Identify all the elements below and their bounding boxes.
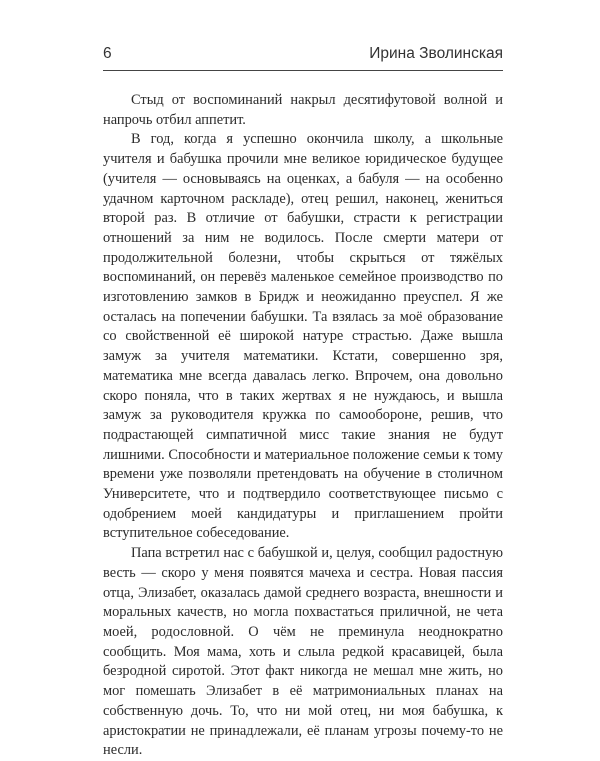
page-number: 6 (103, 45, 112, 62)
header-rule (103, 70, 503, 71)
paragraph: Стыд от воспоминаний накрыл десятифутовой волной и напрочь отбил аппетит. (103, 92, 503, 128)
paragraph: Папа встретил нас с бабушкой и, целуя, сообщил радостную весть — скоро у меня появятся мачеха и сестра. Новая пассия отца, Элизабет, оказалась дамой среднего возраста, внешности и моральных качеств, но могла похвастаться приличной, не чета моей, родословной. О чём не преминула неоднократно сообщить. Моя мама, хоть и слыла редкой красавицей, была безродной сиротой. Этот факт никогда не мешал мне жить, но мог помешать Элизабет в её матримониальных планах на собственную дочь. То, что ни мой отец, ни моя бабушка, к аристократии не принадлежали, её планам угрозы почему-то не несли. (103, 545, 503, 759)
body-text (103, 91, 503, 761)
paragraph: В год, когда я успешно окончила школу, а школьные учителя и бабушка прочили мне великое юридическое будущее (учителя — основываясь на оценках, а бабуля — на особенно удачном карточном раскладе), отец решил, наконец, жениться второй раз. В отличие от бабушки, страсти к регистрации отношений за ним не водилось. После смерти матери от продолжительной болезни, чтобы скрыться от тяжёлых воспоминаний, он перевёз маленькое семейное производство по изготовлению замков в Бридж и неожиданно преуспел. Я же осталась на попечении бабушки. Та взялась за моё образование со свойственной её широкой натуре страстью. Даже вышла замуж за учителя математики. Кстати, совершенно зря, математика мне всегда давалась легко. Впрочем, она довольно скоро поняла, что в таких жертвах я не нуждаюсь, и вышла замуж за руководителя кружка по самообороне, решив, что подрастающей симпатичной мисс такие знания не будут лишними. Способности и материальное положение семьи к тому времени уже позволяли претендовать на обучение в столичном Университете, что и подтвердило соответствующее письмо с одобрением моей кандидатуры и приглашением пройти вступительное собеседование. (103, 131, 503, 542)
running-head (103, 45, 503, 69)
running-head-author: Ирина Зволинская (369, 45, 503, 62)
